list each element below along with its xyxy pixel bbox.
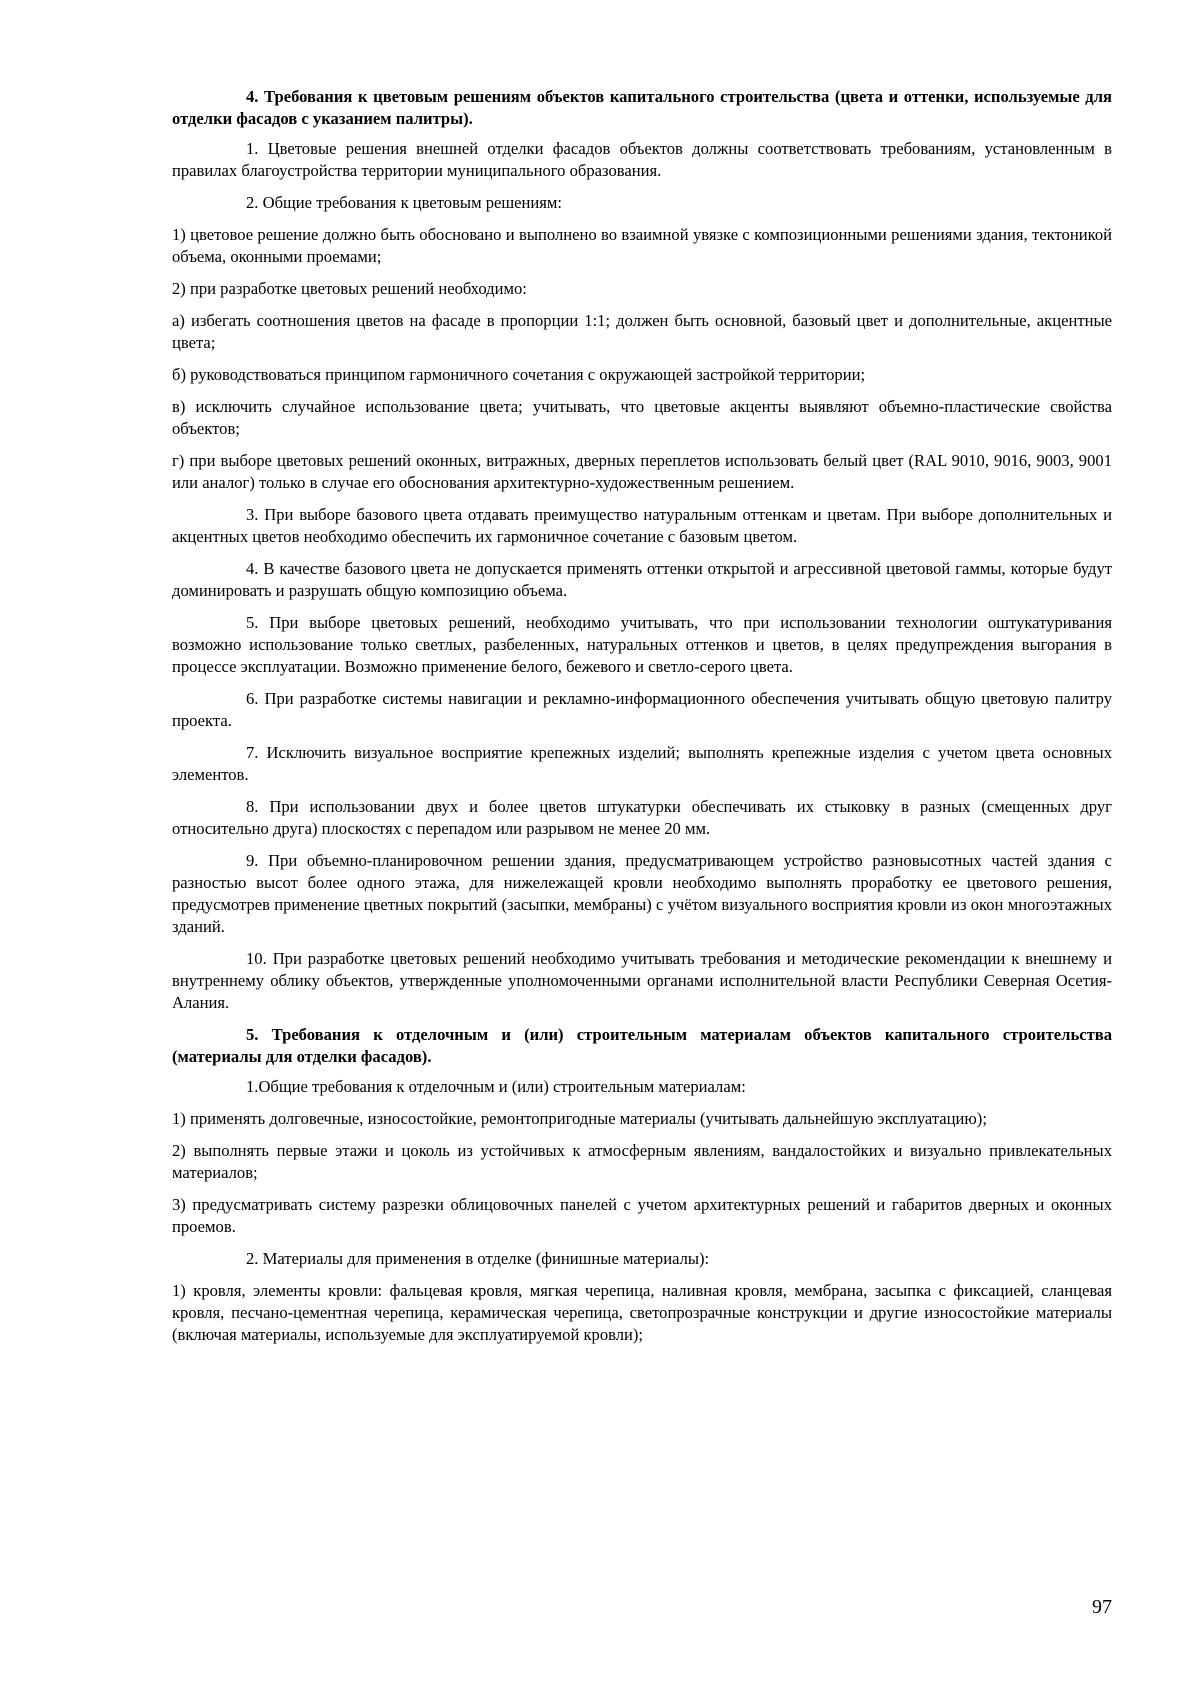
section-4-paragraph: в) исключить случайное использование цвета; учитывать, что цветовые акценты выявляют объемно-пластические свойства объектов;	[172, 397, 1112, 438]
section-4-paragraph: а) избегать соотношения цветов на фасаде в пропорции 1:1; должен быть основной, базовый цвет и дополнительные, акцентные цвета;	[172, 311, 1112, 352]
section-4-paragraph: 5. При выборе цветовых решений, необходимо учитывать, что при использовании технологии оштукатуривания возможно использование только светлых, разбеленных, натуральных оттенков и цветов, в целях предупреждения выгорания в процессе эксплуатации. Возможно применение белого, бежевого и светло-серого цвета.	[172, 613, 1112, 676]
section-5-paragraph: 1.Общие требования к отделочным и (или) строительным материалам:	[246, 1077, 746, 1096]
section-4-paragraph: 9. При объемно-планировочном решении здания, предусматривающем устройство разновысотных частей здания с разностью высот более одного этажа, для нижележащей кровли необходимо выполнять проработку ее цветового решения, предусмотрев применение цветных покрытий (засыпки, мембраны) с учётом визуального восприятия кровли из окон многоэтажных зданий.	[172, 851, 1112, 936]
section-4-paragraph: 3. При выборе базового цвета отдавать преимущество натуральным оттенкам и цветам. При выборе дополнительных и акцентных цветов необходимо обеспечить их гармоничное сочетание с базовым цветом.	[172, 505, 1112, 546]
section-4-paragraph: 10. При разработке цветовых решений необходимо учитывать требования и методические рекомендации к внешнему и внутреннему облику объектов, утвержденные уполномоченными органами исполнительной власти Республики Северная Осетия-Алания.	[172, 949, 1112, 1012]
page-number: 97	[1092, 1596, 1112, 1618]
section-5-paragraph: 2. Материалы для применения в отделке (финишные материалы):	[246, 1249, 710, 1268]
section-4-paragraph: 1. Цветовые решения внешней отделки фасадов объектов должны соответствовать требованиям, установленным в правилах благоустройства территории муниципального образования.	[172, 139, 1112, 180]
section-4-paragraph: 6. При разработке системы навигации и рекламно-информационного обеспечения учитывать общую цветовую палитру проекта.	[172, 689, 1112, 730]
section-4-paragraph: 4. В качестве базового цвета не допускается применять оттенки открытой и агрессивной цветовой гаммы, которые будут доминировать и разрушать общую композицию объема.	[172, 559, 1112, 600]
section-4-paragraph: г) при выборе цветовых решений оконных, витражных, дверных переплетов использовать белый цвет (RAL 9010, 9016, 9003, 9001 или аналог) только в случае его обоснования архитектурно-художественным решением.	[172, 451, 1112, 492]
section-5-paragraph: 1) кровля, элементы кровли: фальцевая кровля, мягкая черепица, наливная кровля, мембрана, засыпка с фиксацией, сланцевая кровля, песчано-цементная черепица, керамическая черепица, светопрозрачные конструкции и другие износостойкие материалы (включая материалы, используемые для эксплуатируемой кровли);	[172, 1281, 1112, 1344]
section-4-heading: 4. Требования к цветовым решениям объектов капитального строительства (цвета и оттенки, используемые для отделки фасадов с указанием палитры).	[172, 87, 1112, 128]
section-4-paragraph: 1) цветовое решение должно быть обосновано и выполнено во взаимной увязке с композиционными решениями здания, тектоникой объема, оконными проемами;	[172, 225, 1112, 266]
section-5-paragraph: 1) применять долговечные, износостойкие, ремонтопригодные материалы (учитывать дальнейшую эксплуатацию);	[172, 1109, 987, 1128]
section-5-paragraph: 2) выполнять первые этажи и цоколь из устойчивых к атмосферным явлениям, вандалостойких и визуально привлекательных материалов;	[172, 1141, 1112, 1182]
section-4-paragraph: 2. Общие требования к цветовым решениям:	[246, 193, 563, 212]
section-4-paragraph: 2) при разработке цветовых решений необходимо:	[172, 279, 527, 298]
section-5-heading: 5. Требования к отделочным и (или) строительным материалам объектов капитального строительства (материалы для отделки фасадов).	[172, 1025, 1112, 1066]
section-5-paragraph: 3) предусматривать систему разрезки облицовочных панелей с учетом архитектурных решений и габаритов дверных и оконных проемов.	[172, 1195, 1112, 1236]
section-4-paragraph: 8. При использовании двух и более цветов штукатурки обеспечивать их стыковку в разных (смещенных друг относительно друга) плоскостях с перепадом или разрывом не менее 20 мм.	[172, 797, 1112, 838]
section-4-paragraph: б) руководствоваться принципом гармоничного сочетания с окружающей застройкой территории;	[172, 365, 866, 384]
section-4-paragraph: 7. Исключить визуальное восприятие крепежных изделий; выполнять крепежные изделия с учетом цвета основных элементов.	[172, 743, 1112, 784]
